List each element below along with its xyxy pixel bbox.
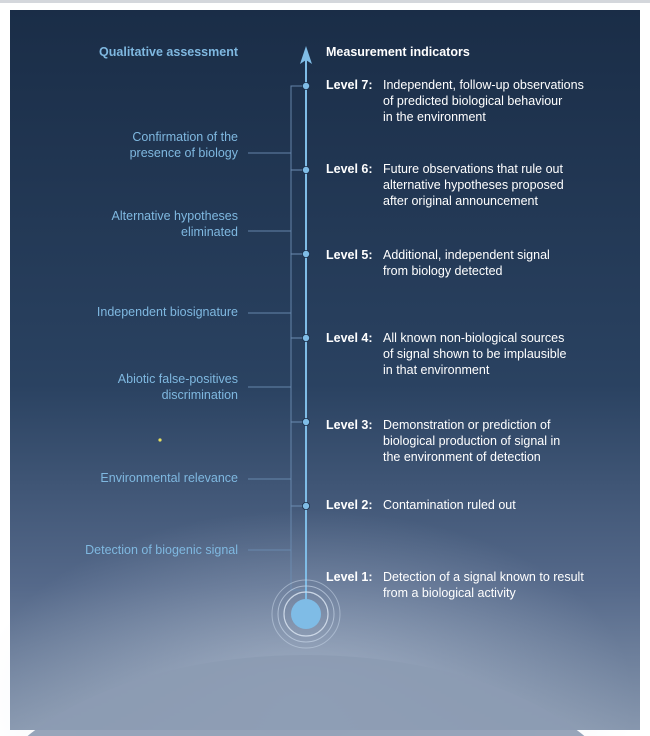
qualitative-label-line: Independent biosignature: [96, 305, 238, 319]
level-description: [383, 418, 560, 464]
level-description-line: biological production of signal in: [383, 434, 561, 448]
level-description-line: alternative hypotheses proposed: [383, 178, 564, 192]
level-description-line: in that environment: [383, 363, 490, 377]
origin-circle: [291, 599, 321, 629]
level-description-line: Demonstration or prediction of: [383, 418, 551, 432]
level-description-line: Contamination ruled out: [383, 498, 516, 512]
level-dot: [302, 418, 309, 425]
header-qualitative: Qualitative assessment: [99, 45, 238, 59]
qualitative-label-line: Environmental relevance: [100, 471, 238, 485]
level-label: Level 1:: [326, 570, 373, 584]
qualitative-label-line: Detection of biogenic signal: [85, 543, 238, 557]
level-dot: [302, 334, 309, 341]
header-measurement: Measurement indicators: [326, 45, 470, 59]
level-description-line: Independent, follow-up observations: [383, 78, 584, 92]
qualitative-label-line: discrimination: [161, 388, 238, 402]
level-description-line: All known non-biological sources: [383, 331, 565, 345]
level-label: Level 7:: [326, 78, 373, 92]
qualitative-label-line: Abiotic false-positives: [117, 372, 238, 386]
level-description-line: from a biological activity: [383, 586, 516, 600]
level-dot: [302, 82, 309, 89]
level-dot: [302, 166, 309, 173]
level-description-line: of signal shown to be implausible: [383, 347, 567, 361]
qualitative-label-line: eliminated: [181, 225, 238, 239]
level-description-line: of predicted biological behaviour: [383, 94, 563, 108]
level-description-line: Future observations that rule out: [383, 162, 563, 176]
level-label: Level 3:: [326, 418, 373, 432]
level-description: [383, 162, 564, 208]
level-label: Level 5:: [326, 248, 373, 262]
level-description-line: Detection of a signal known to result: [383, 570, 584, 584]
level-label: Level 6:: [326, 162, 373, 176]
level-description-line: the environment of detection: [383, 450, 541, 464]
level-description-line: in the environment: [383, 110, 486, 124]
level-description-line: Additional, independent signal: [383, 248, 550, 262]
level-description-line: after original announcement: [383, 194, 538, 208]
qualitative-label: [97, 305, 238, 319]
level-dot: [302, 250, 309, 257]
level-description-line: from biology detected: [383, 264, 503, 278]
level-description: [383, 498, 516, 512]
level-dot: [302, 502, 309, 509]
qualitative-label: [100, 471, 238, 485]
qualitative-label-line: Confirmation of the: [132, 130, 238, 144]
qualitative-label: [85, 543, 238, 557]
stray-dot: [158, 438, 161, 441]
qualitative-label-line: presence of biology: [129, 146, 238, 160]
level-label: Level 2:: [326, 498, 373, 512]
qualitative-label-line: Alternative hypotheses: [111, 209, 238, 223]
level-label: Level 4:: [326, 331, 373, 345]
